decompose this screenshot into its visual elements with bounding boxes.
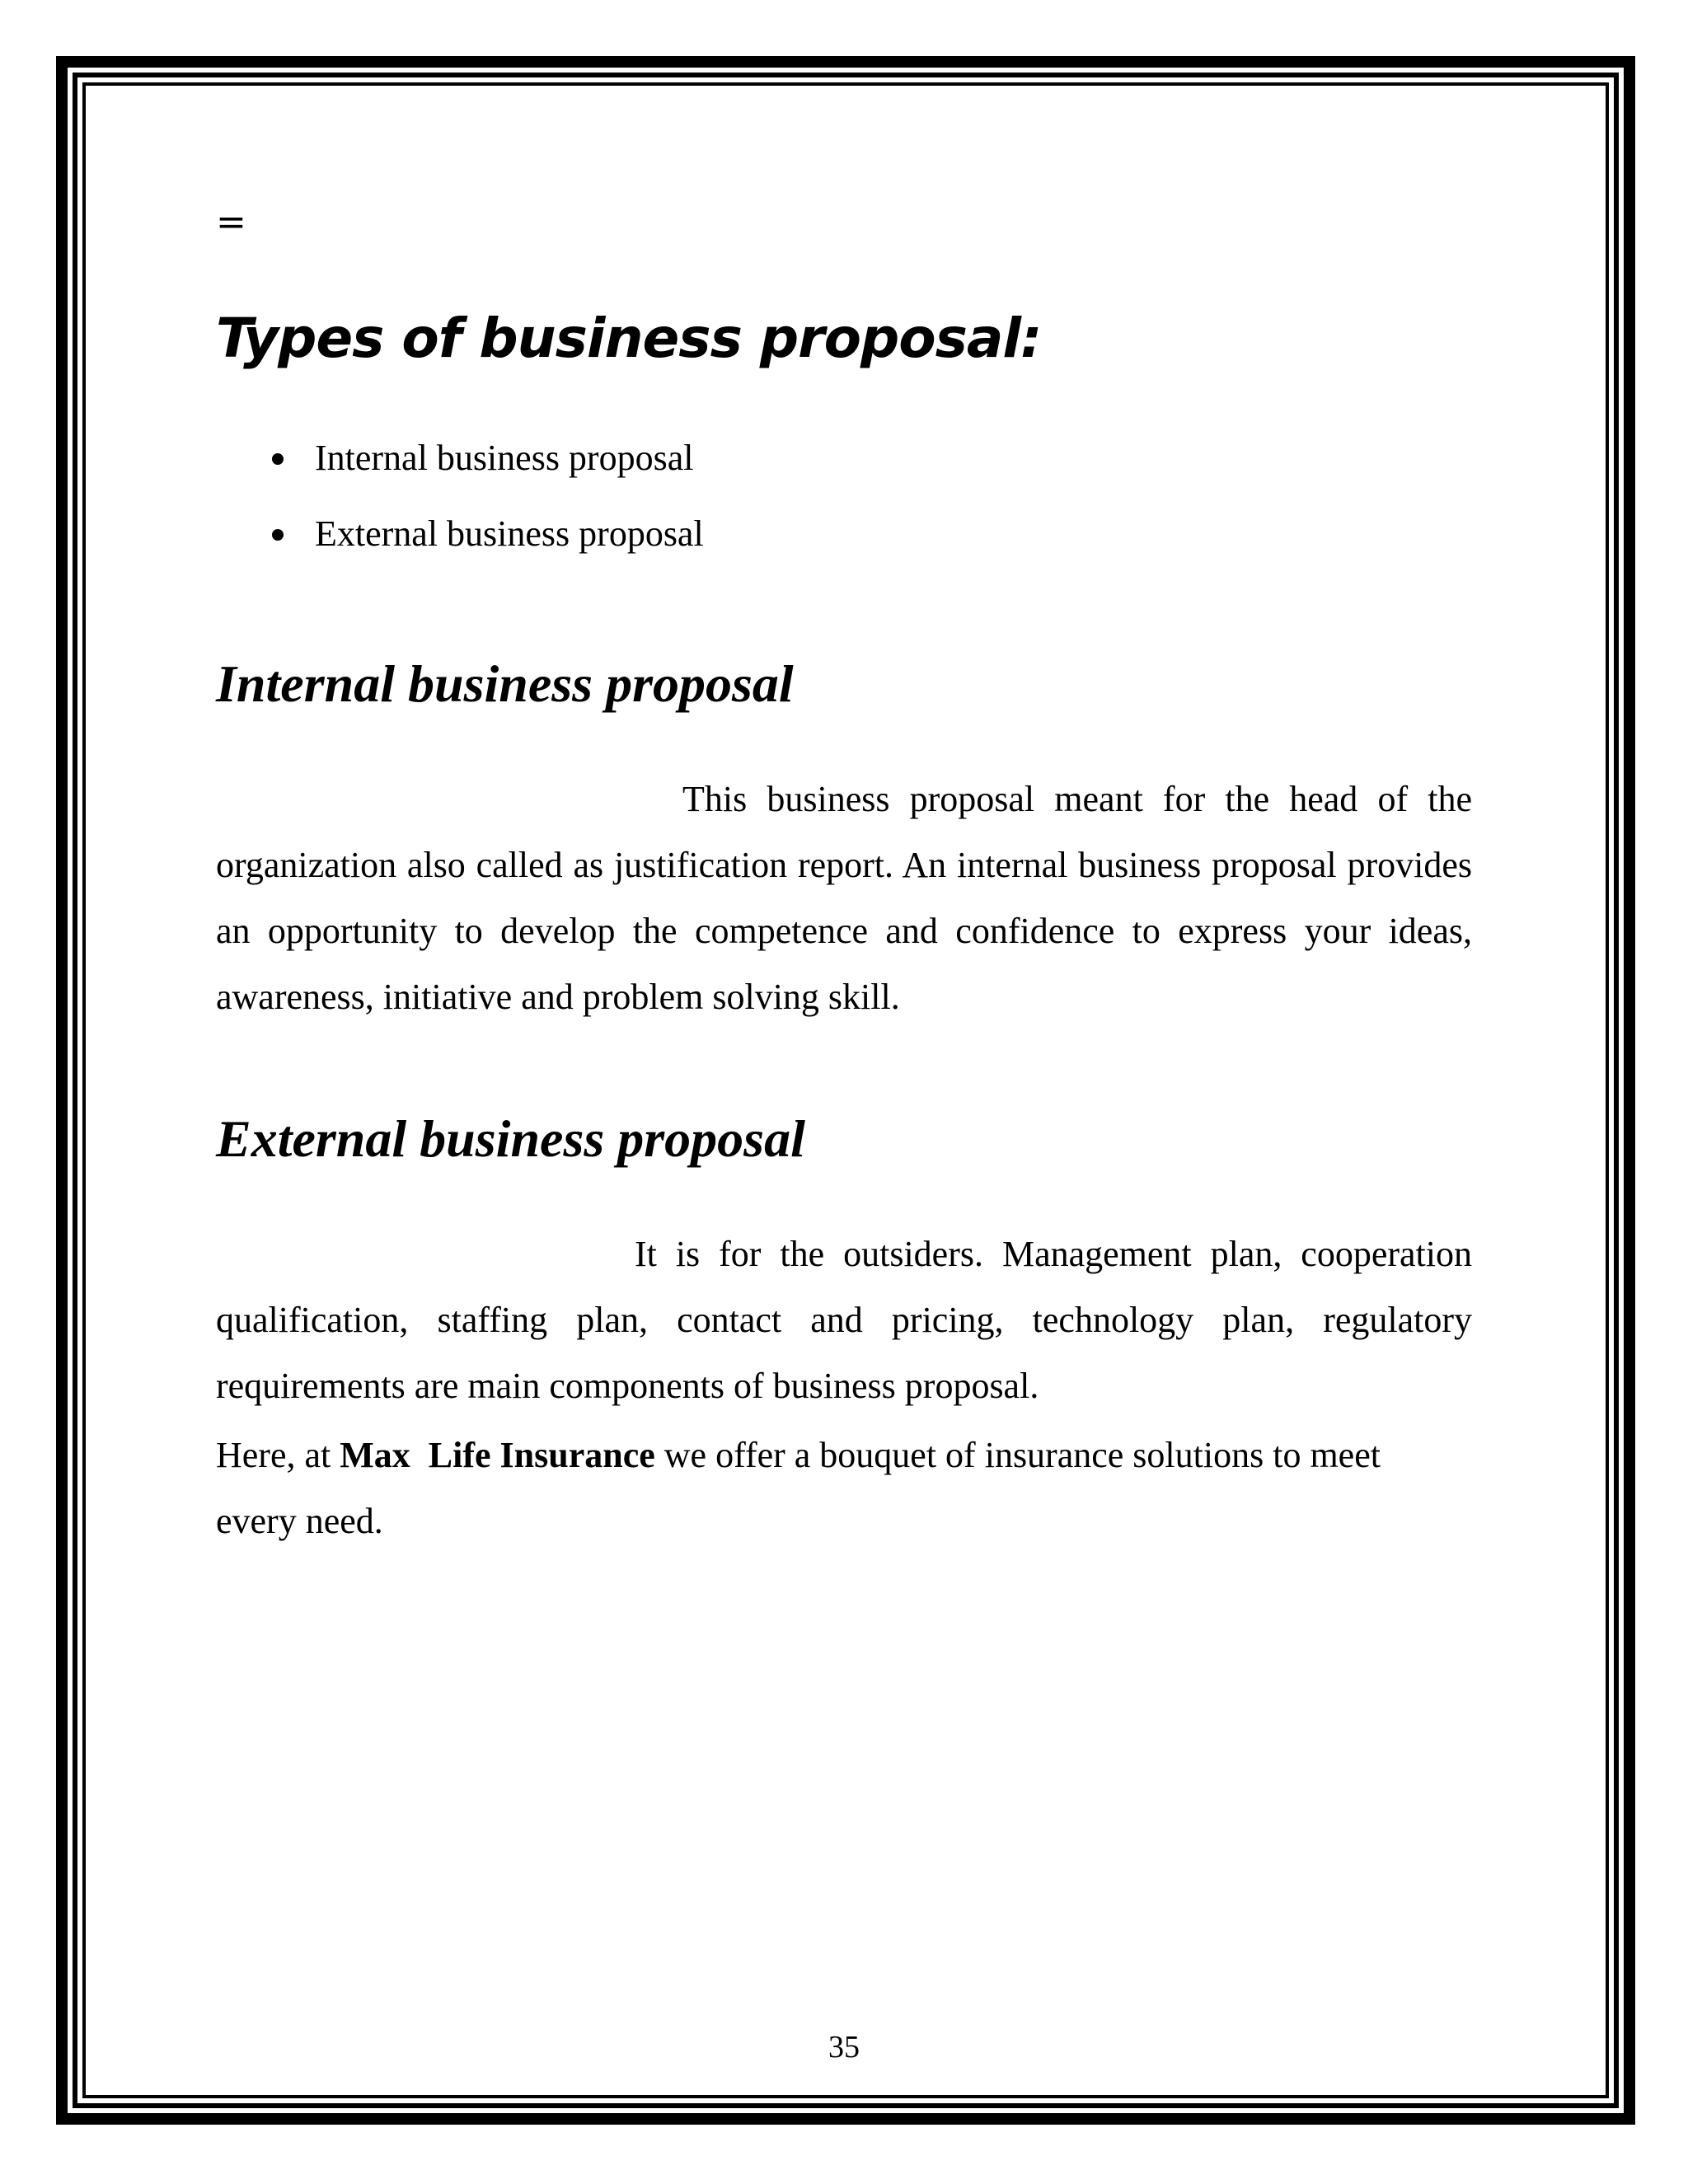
bullet-icon	[272, 453, 284, 465]
list-item-label: External business proposal	[315, 513, 704, 554]
internal-section-paragraph	[216, 766, 1472, 1030]
list-item-label: Internal business proposal	[315, 438, 694, 478]
internal-section-heading: Internal business proposal	[216, 654, 794, 713]
closing-suffix: we offer a bouquet of insurance solutions to meet every need.	[216, 1435, 1381, 1541]
external-section-heading: External business proposal	[216, 1109, 805, 1168]
page-border-inner	[82, 82, 1609, 2098]
main-heading: Types of business proposal:	[216, 307, 1042, 370]
closing-prefix: Here, at	[216, 1435, 340, 1475]
closing-paragraph	[216, 1422, 1461, 1554]
stray-mark: =	[216, 201, 246, 243]
proposal-types-list	[216, 433, 704, 584]
company-name: Max Life Insurance	[340, 1435, 655, 1475]
page-number: 35	[828, 2030, 860, 2064]
external-section-paragraph	[216, 1221, 1472, 1419]
list-item	[216, 433, 704, 509]
internal-paragraph-text: This business proposal meant for the head of the organization also called as justification report. An internal business proposal provides an opportunity to develop the competence and confidence to express your ideas, awareness, initiative and problem solving skill.	[216, 779, 1472, 1017]
external-paragraph-text: It is for the outsiders. Management plan, cooperation qualification, staffing plan, contact and pricing, technology plan, regulatory requirements are main components of business proposal.	[216, 1234, 1472, 1406]
list-item	[216, 509, 704, 584]
bullet-icon	[272, 529, 284, 541]
